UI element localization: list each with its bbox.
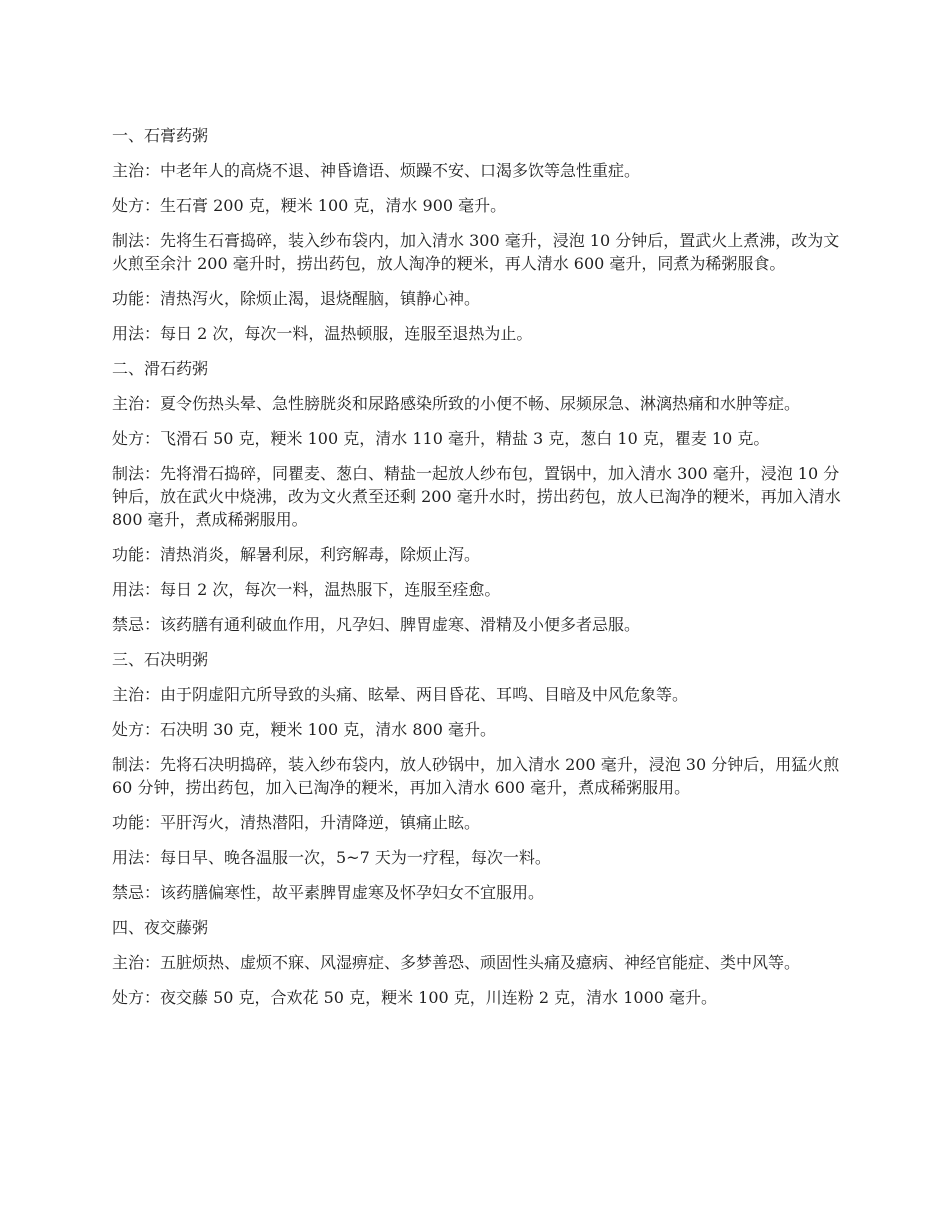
prescription-text: 处方：生石膏 200 克，粳米 100 克，清水 900 毫升。 [112, 196, 507, 215]
prescription-text: 处方：夜交藤 50 克，合欢花 50 克，粳米 100 克，川连粉 2 克，清水 1000 毫升。 [112, 988, 718, 1007]
indications-text: 主治：中老年人的高烧不退、神昏谵语、烦躁不安、口渴多饮等急性重症。 [112, 161, 641, 180]
function-text: 功能：清热消炎，解暑利尿，利窍解毒，除烦止泻。 [112, 545, 481, 564]
section-heading-yejiaoteng: 四、夜交藤粥 [112, 918, 209, 937]
contraindication-text: 禁忌：该药膳有通利破血作用，凡孕妇、脾胃虚寒、滑精及小便多者忌服。 [112, 615, 641, 634]
indications-text: 主治：夏令伤热头晕、急性膀胱炎和尿路感染所致的小便不畅、尿频尿急、淋漓热痛和水肿等症。 [112, 394, 801, 413]
usage-text: 用法：每日 2 次，每次一料，温热服下，连服至痊愈。 [112, 580, 501, 599]
function-text: 功能：平肝泻火，清热潜阳，升清降逆，镇痛止眩。 [112, 813, 481, 832]
usage-text: 用法：每日早、晚各温服一次，5~7 天为一疗程，每次一料。 [112, 848, 551, 867]
prescription-text: 处方：飞滑石 50 克，粳米 100 克，清水 110 毫升，精盐 3 克，葱白 10 克，瞿麦 10 克。 [112, 429, 770, 448]
prescription-text: 处方：石决明 30 克，粳米 100 克，清水 800 毫升。 [112, 720, 496, 739]
document-body [112, 124, 842, 1021]
section-heading-huashi: 二、滑石药粥 [112, 359, 209, 378]
contraindication-text: 禁忌：该药膳偏寒性，故平素脾胃虚寒及怀孕妇女不宜服用。 [112, 883, 545, 902]
preparation-text: 制法：先将滑石捣碎，同瞿麦、葱白、精盐一起放人纱布包，置锅中，加入清水 300 毫升，浸泡 10 分钟后，放在武火中烧沸，改为文火煮至还剩 200 毫升水时，捞出药包，放人已淘净的粳米，再加入清水 800 毫升，煮成稀粥服用。 [112, 464, 841, 529]
indications-text: 主治：由于阴虚阳亢所导致的头痛、眩晕、两目昏花、耳鸣、目暗及中风危象等。 [112, 685, 689, 704]
preparation-text: 制法：先将石决明捣碎，装入纱布袋内，放人砂锅中，加入清水 200 毫升，浸泡 30 分钟后，用猛火煎 60 分钟，捞出药包，加入已淘净的粳米，再加入清水 600 毫升，煮成稀粥服用。 [112, 755, 840, 797]
section-heading-shigao: 一、石膏药粥 [112, 126, 209, 145]
usage-text: 用法：每日 2 次，每次一料，温热顿服，连服至退热为止。 [112, 324, 533, 343]
preparation-text: 制法：先将生石膏捣碎，装入纱布袋内，加入清水 300 毫升，浸泡 10 分钟后，置武火上煮沸，改为文火煎至余汁 200 毫升时，捞出药包，放人淘净的粳米，再人清水 600 毫升，同煮为稀粥服食。 [112, 231, 840, 273]
indications-text: 主治：五脏烦热、虚烦不寐、风湿痹症、多梦善恐、顽固性头痛及癔病、神经官能症、类中风等。 [112, 953, 801, 972]
section-heading-shijueming: 三、石决明粥 [112, 650, 209, 669]
function-text: 功能：清热泻火，除烦止渴，退烧醒脑，镇静心神。 [112, 289, 481, 308]
